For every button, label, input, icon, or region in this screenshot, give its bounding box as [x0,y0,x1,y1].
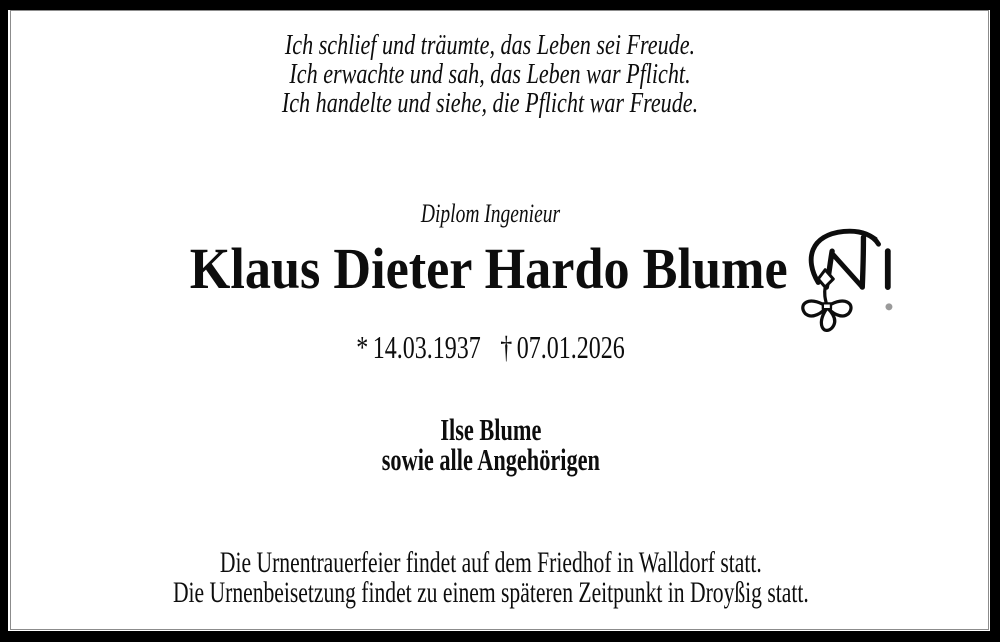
funeral-information [148,548,851,608]
funeral-info-line-2: Die Urnenbeisetzung findet zu einem späteren Zeitpunkt in Droyßig statt. [172,576,809,609]
birth-date: 14.03.1937 [372,329,481,365]
frame-top [0,0,1000,10]
death-date: 07.01.2026 [516,329,625,365]
birth-symbol: * [356,329,369,365]
death-cross-symbol: † [500,329,513,365]
profession-title: Diplom Ingenieur [420,199,561,228]
frame-left [0,0,8,642]
mourner-name: Ilse Blume [440,412,542,447]
mourners-block [148,412,851,477]
frame-right [990,0,1000,642]
verse-line-3: Ich handelte und siehe, die Pflicht war Freude. [281,88,699,119]
mourners-relatives: sowie alle Angehörigen [381,442,600,477]
verse-line-2: Ich erwachte und sah, das Leben war Pflicht. [289,59,691,90]
verse-line-1: Ich schlief und träumte, das Leben sei Freude. [284,30,696,61]
deceased-name: Klaus Dieter Hardo Blume [189,236,788,301]
frame-bottom [0,631,1000,642]
calligraphic-flower-monogram-icon [795,226,911,332]
life-dates [133,329,866,366]
memorial-verse [114,31,886,118]
obituary-card [10,10,989,630]
funeral-info-line-1: Die Urnentrauerfeier findet auf dem Friedhof in Walldorf statt. [219,546,762,579]
obituary-content [11,11,988,629]
